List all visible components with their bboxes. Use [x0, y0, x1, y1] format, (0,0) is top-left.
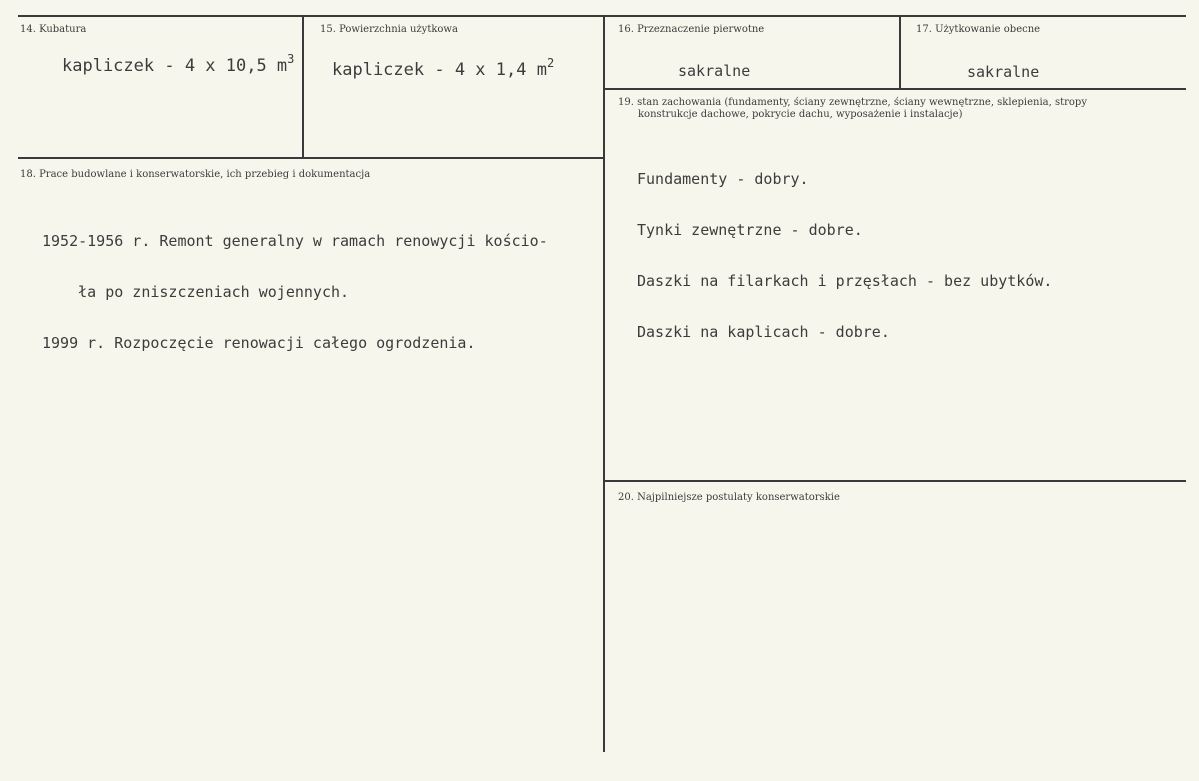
field-18-line: ła po zniszczeniach wojennych. — [42, 283, 350, 301]
rule-under-16-17 — [604, 88, 1186, 90]
rule-above-20 — [604, 480, 1186, 482]
divider-16-17 — [899, 15, 901, 88]
field-19-line: Daszki na filarkach i przęsłach - bez ubytków. — [637, 272, 1053, 290]
field-19-line: Daszki na kaplicach - dobre. — [637, 323, 890, 341]
field-19-label-line1: 19. stan zachowania (fundamenty, ściany zewnętrzne, ściany wewnętrzne, sklepienia, stropy — [618, 97, 1087, 108]
field-17-value: sakralne — [967, 63, 1040, 81]
field-18-content — [42, 199, 548, 386]
field-18-label: 18. Prace budowlane i konserwatorskie, ich przebieg i dokumentacja — [20, 169, 371, 180]
field-14-exponent: 3 — [287, 52, 295, 66]
field-16-label: 16. Przeznaczenie pierwotne — [618, 24, 765, 35]
field-17-label: 17. Użytkowanie obecne — [916, 24, 1041, 35]
field-14-value-text: kapliczek - 4 x 10,5 m — [62, 56, 288, 76]
field-15-exponent: 2 — [546, 56, 555, 70]
field-19-label-line2: konstrukcje dachowe, pokrycie dachu, wyposażenie i instalacje) — [638, 109, 963, 120]
field-19-line: Fundamenty - dobry. — [637, 170, 809, 188]
divider-14-15 — [302, 15, 304, 157]
top-rule — [18, 15, 1186, 17]
field-14-label: 14. Kubatura — [20, 24, 87, 35]
field-20-label: 20. Najpilniejsze postulaty konserwatorskie — [618, 492, 840, 503]
field-16-value: sakralne — [678, 62, 751, 80]
field-19-content — [637, 137, 1052, 375]
field-15-label: 15. Powierzchnia użytkowa — [320, 24, 458, 35]
field-14-value — [62, 52, 295, 76]
field-15-value — [332, 56, 555, 80]
field-18-line: 1999 r. Rozpoczęcie renowacji całego ogrodzenia. — [42, 334, 476, 352]
field-18-line: 1952-1956 r. Remont generalny w ramach renowycji kościo- — [42, 232, 548, 250]
rule-under-14-15 — [18, 157, 604, 159]
field-19-line: Tynki zewnętrzne - dobre. — [637, 221, 863, 239]
field-15-value-text: kapliczek - 4 x 1,4 m — [332, 60, 547, 80]
center-divider — [603, 15, 605, 752]
